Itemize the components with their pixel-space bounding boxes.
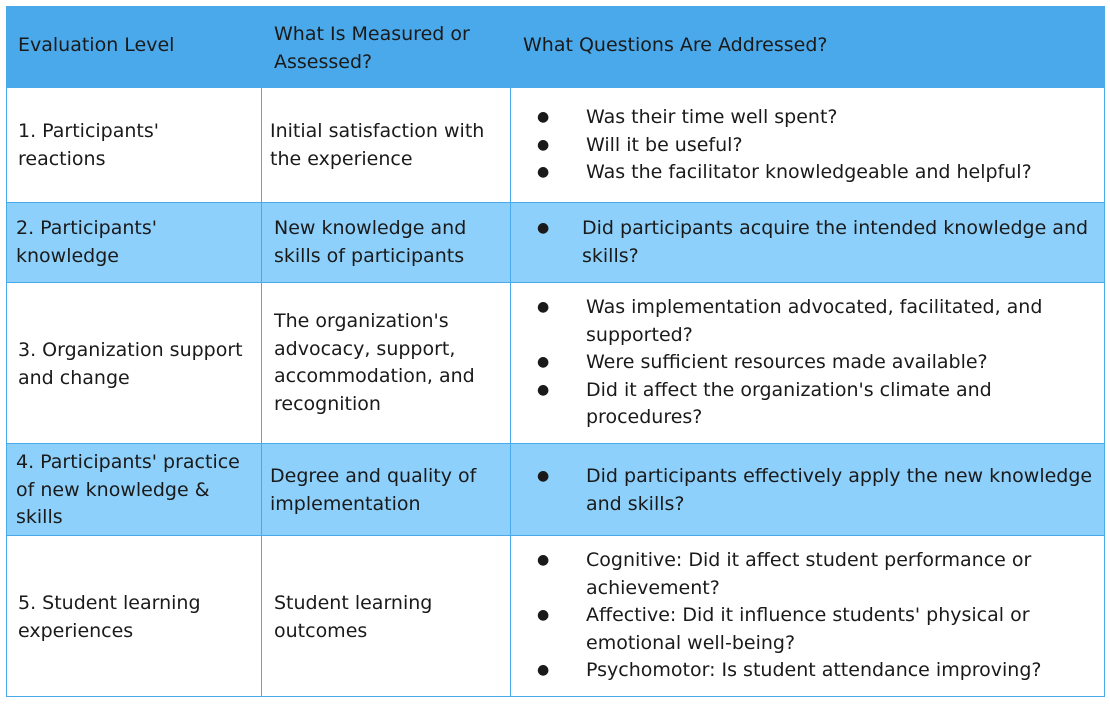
row-divider [6,443,1105,444]
column-divider [510,88,511,697]
list-item: ● Did it affect the organization's climate and procedures? [537,377,1042,432]
list-item: ● Were sufficient resources made available? [537,349,1042,377]
row-5-questions [537,547,1042,685]
header-what-questions: What Questions Are Addressed? [523,34,828,56]
list-item: ● Will it be useful? [537,132,1032,160]
list-item: ● Was the facilitator knowledgeable and helpful? [537,159,1032,187]
row-4-level: 4. Participants' practice of new knowledge & skills [16,451,240,528]
row-divider [6,6,1105,7]
row-1-measured: Initial satisfaction with the experience [270,120,485,170]
row-2-measured: New knowledge and skills of participants [274,217,467,267]
evaluation-table [6,6,1105,697]
list-item: ● Was their time well spent? [537,104,1032,132]
list-item: ● Cognitive: Did it affect student performance or achievement? [537,547,1042,602]
table-border-right [1104,6,1105,697]
column-divider [261,88,262,697]
row-4-questions [537,463,1092,518]
row-4-measured: Degree and quality of implementation [270,465,477,515]
row-divider [6,535,1105,536]
row-3-measured: The organization's advocacy, support, accommodation, and recognition [274,310,475,415]
row-3-questions [537,294,1042,432]
row-1-level: 1. Participants' reactions [18,120,159,170]
row-2-level: 2. Participants' knowledge [16,217,157,267]
list-item: ● Psychomotor: Is student attendance improving? [537,657,1042,685]
row-2-questions [537,215,1088,270]
table-border-bottom [6,696,1105,697]
header-evaluation-level: Evaluation Level [18,34,175,56]
table-border-left [6,6,7,697]
row-5-level: 5. Student learning experiences [18,592,201,642]
row-5-measured: Student learning outcomes [274,592,433,642]
list-item: ● Was implementation advocated, facilitated, and supported? [537,294,1042,349]
row-1-questions [537,104,1032,187]
list-item: ● Affective: Did it influence students' physical or emotional well-being? [537,602,1042,657]
list-item: ● Did participants acquire the intended knowledge and skills? [537,215,1088,270]
list-item: ● Did participants effectively apply the new knowledge and skills? [537,463,1092,518]
row-3-level: 3. Organization support and change [18,339,243,389]
header-what-is-measured: What Is Measured or Assessed? [274,23,470,73]
row-divider [6,202,1105,203]
row-divider [6,282,1105,283]
